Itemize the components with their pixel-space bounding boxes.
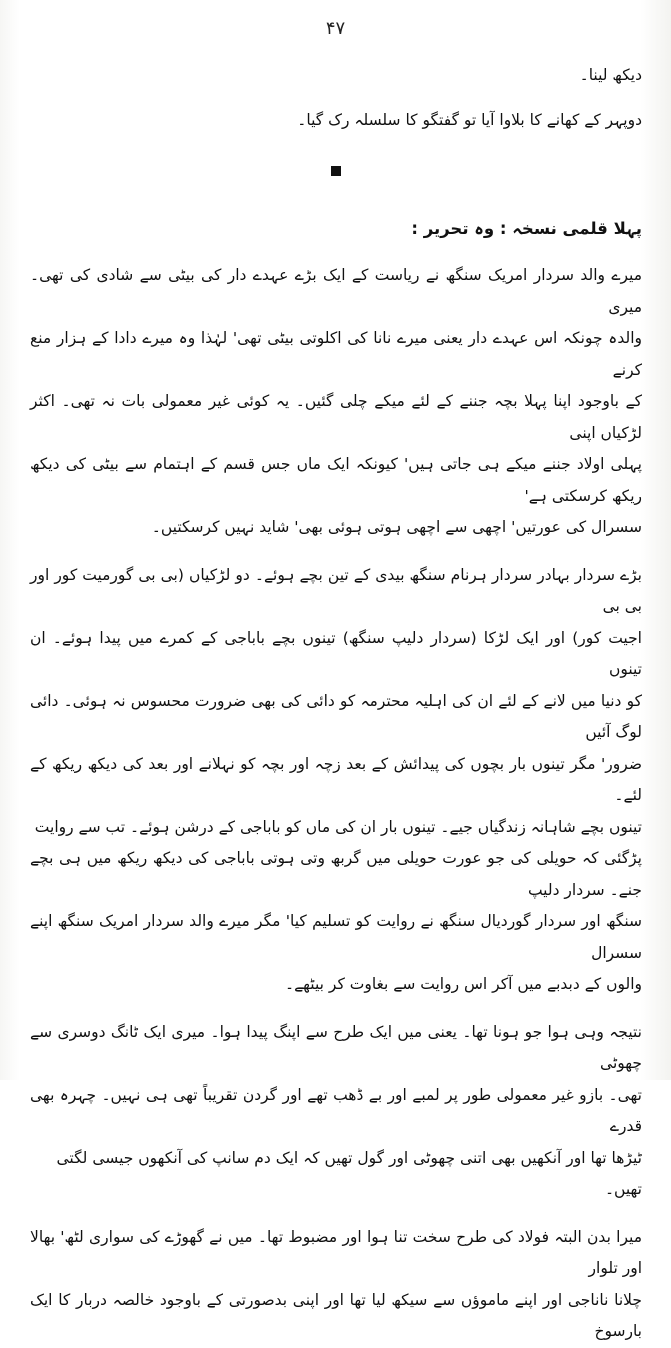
paragraph-line: سنگھ اور سردار گوردیال سنگھ نے روایت کو تسلیم کیا' مگر میرے والد سردار امریک سنگھ اپنے سسرال xyxy=(30,912,642,962)
paragraph-line: تھی۔ بازو غیر معمولی طور پر لمبے اور بے ڈھب تھے اور گردن تقریباً تھی ہی نہیں۔ چہرہ بھی قدرے xyxy=(30,1085,642,1135)
section-separator-square xyxy=(331,166,341,176)
paragraph-line: چلانا ناناجی اور اپنے ماموؤں سے سیکھ لیا تھا اور اپنی بدصورتی کے باوجود خالصہ دربار کا ایک بارسوخ xyxy=(30,1290,642,1340)
intro-line-1: دیکھ لینا۔ xyxy=(579,66,642,84)
paragraph-line: پہلی اولاد جننے میکے ہی جاتی ہیں' کیونکہ ایک ماں جس قسم کے اہتمام سے بیٹی کی دیکھ ریکھ کرسکتی ہے' xyxy=(30,455,642,505)
page-content xyxy=(30,60,642,1348)
paragraph-line: نتیجہ وہی ہوا جو ہونا تھا۔ یعنی میں ایک طرح سے اپنگ پیدا ہوا۔ میری ایک ٹانگ دوسری سے چھوٹی xyxy=(30,1022,642,1072)
paragraph-line: تینوں بچے شاہانہ زندگیاں جیے۔ تینوں بار ان کی ماں کو باباجی کے درشن ہوئے۔ تب سے روایت xyxy=(34,817,642,836)
paragraph-line: والوں کے دبدبے میں آکر اس روایت سے بغاوت کر بیٹھے۔ xyxy=(284,975,642,993)
paragraph-line: ضرور' مگر تینوں بار بچوں کی پیدائش کے بعد زچہ اور بچہ کو نہلانے اور بعد کی دیکھ ریکھ کے لئے۔ xyxy=(30,754,642,804)
paragraph-line: میرے والد سردار امریک سنگھ نے ریاست کے ایک بڑے عہدے دار کی بیٹی سے شادی کی تھی۔ میری xyxy=(30,266,642,316)
paragraph-3 xyxy=(30,1017,642,1206)
intro-line-2: دوپہر کے کھانے کا بلاوا آیا تو گفتگو کا سلسلہ رک گیا۔ xyxy=(297,111,642,129)
page-number: ۴۷ xyxy=(325,18,346,39)
paragraph-line: کو دنیا میں لانے کے لئے ان کی اہلیہ محترمہ کو دائی کی بھی ضرورت محسوس نہ ہوئی۔ دائی لوگ آئیں xyxy=(30,691,642,741)
paragraph-line: تھیں۔ xyxy=(604,1180,642,1198)
paragraph-line: کے باوجود اپنا پہلا بچہ جننے کے لئے میکے چلی گئیں۔ یہ کوئی غیر معمولی بات نہ تھی۔ اکثر لڑکیاں اپنی xyxy=(30,392,642,442)
paragraph-line: پڑگئی کہ حویلی کی جو عورت حویلی میں گربھ وتی ہوتی باباجی کی دیکھ ریکھ میں ہی بچے جنے۔ سردار دلیپ xyxy=(30,849,642,899)
paragraph-line: میرا بدن البتہ فولاد کی طرح سخت تنا ہوا اور مضبوط تھا۔ میں نے گھوڑے کی سواری لٹھ' بھالا اور تلوار xyxy=(30,1227,642,1277)
paragraph-line: بڑے سردار بہادر سردار ہرنام سنگھ بیدی کے تین بچے ہوئے۔ دو لڑکیاں (بی بی گورمیت کور اور بی بی xyxy=(30,565,642,615)
paragraph-1 xyxy=(30,260,642,544)
section-heading: پہلا قلمی نسخہ : وہ تحریر : xyxy=(411,219,642,238)
paragraph-line: والدہ چونکہ اس عہدے دار یعنی میرے نانا کی اکلوتی بیٹی تھی' لہٰذا وہ میرے دادا کے ہزار منع کرنے xyxy=(30,329,642,379)
paragraph-2 xyxy=(30,560,642,1001)
paragraph-4 xyxy=(30,1222,642,1348)
paragraph-line: ٹیڑھا تھا اور آنکھیں بھی اتنی چھوٹی اور گول تھیں کہ ایک دم سانپ کی آنکھوں جیسی لگتی xyxy=(56,1148,642,1167)
paragraph-line: اجیت کور) اور ایک لڑکا (سردار دلیپ سنگھ) تینوں بچے باباجی کے کمرے میں پیدا ہوئے۔ ان تینوں xyxy=(30,628,642,678)
paragraph-line: سسرال کی عورتیں' اچھی سے اچھی ہوتی ہوئی بھی' شاید نہیں کرسکتیں۔ xyxy=(151,518,642,536)
